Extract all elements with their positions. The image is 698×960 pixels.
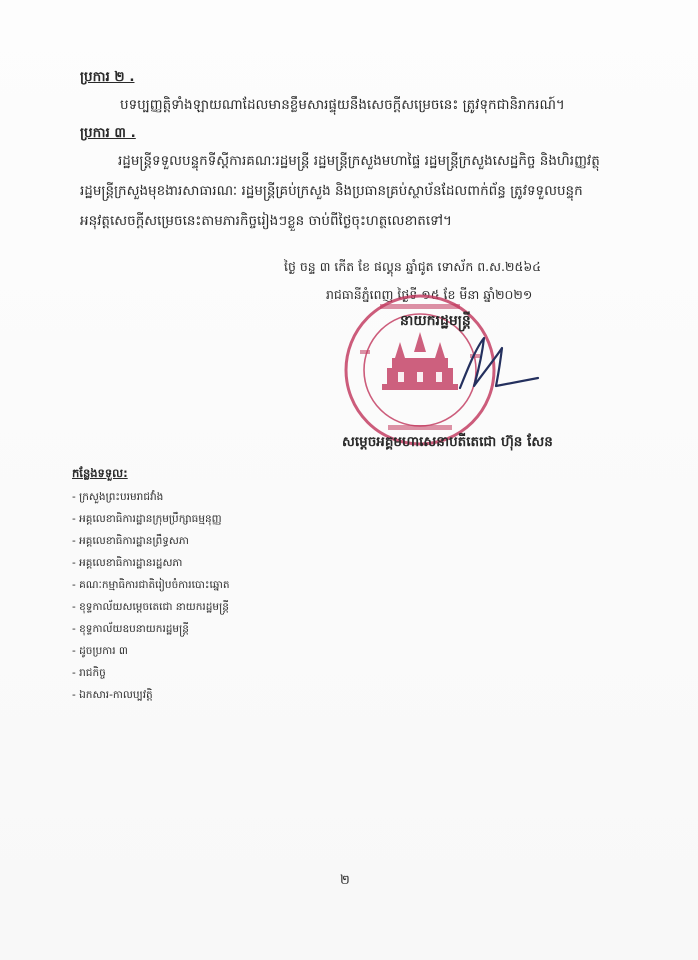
distribution-item: - ឯកសារ-កាលប្បវត្តិ bbox=[72, 689, 153, 701]
article-3-heading: ប្រការ ៣ . bbox=[80, 125, 136, 141]
distribution-item: - ខុទ្ទកាល័យសម្តេចតេជោ នាយករដ្ឋមន្ត្រី bbox=[72, 601, 229, 613]
signer-title: នាយករដ្ឋមន្ត្រី bbox=[400, 313, 471, 329]
distribution-item: - ខុទ្ទកាល័យឧបនាយករដ្ឋមន្ត្រី bbox=[72, 623, 189, 635]
date-lunar: ថ្ងៃ ចន្ទ ៣ កើត ខែ ផល្គុន ឆ្នាំជូត ទោស័ក ព.ស.២៥៦៤ bbox=[284, 259, 542, 274]
distribution-item: - អគ្គលេខាធិការដ្ឋានរដ្ឋសភា bbox=[72, 557, 183, 569]
date-solar: រាជធានីភ្នំពេញ ថ្ងៃទី ១៥ ខែ មីនា ឆ្នាំ២០២១ bbox=[326, 287, 533, 302]
article-2-body: បទប្បញ្ញត្តិទាំងឡាយណាដែលមានខ្លឹមសារផ្ទុយនឹងសេចក្តីសម្រេចនេះ ត្រូវទុកជានិរាករណ៍។ bbox=[120, 97, 565, 113]
distribution-item: - អគ្គលេខាធិការដ្ឋានក្រុមប្រឹក្សាធម្មនុញ្ញ bbox=[72, 513, 222, 525]
signer-name: សម្តេចអគ្គមហាសេនាបតីតេជោ ហ៊ុន សែន bbox=[342, 434, 553, 450]
page-number: ២ bbox=[340, 873, 350, 888]
distribution-item: - អគ្គលេខាធិការដ្ឋានព្រឹទ្ធសភា bbox=[72, 535, 189, 547]
article-3-line-1: រដ្ឋមន្ត្រីទទួលបន្ទុកទីស្តីការគណៈរដ្ឋមន្ត្រី រដ្ឋមន្ត្រីក្រសួងមហាផ្ទៃ រដ្ឋមន្ត្រីក្រសួងសេដ្ឋកិច្ច និងហិរញ្ញវត្ថុ bbox=[118, 153, 600, 169]
distribution-item: - ដូចប្រការ ៣ bbox=[72, 645, 128, 657]
distribution-list-title: កន្លែងទទួល: bbox=[72, 466, 128, 480]
handwritten-signature bbox=[440, 330, 540, 400]
distribution-item: - គណៈកម្មាធិការជាតិរៀបចំការបោះឆ្នោត bbox=[72, 579, 230, 591]
article-3-line-2: រដ្ឋមន្ត្រីក្រសួងមុខងារសាធារណៈ រដ្ឋមន្ត្រីគ្រប់ក្រសួង និងប្រធានគ្រប់ស្ថាប័នដែលពាក់ព័ន្ធ ត្រូវទទួលបន្ទុក bbox=[80, 183, 583, 199]
article-3-line-3: អនុវត្តសេចក្តីសម្រេចនេះតាមភារកិច្ចរៀងៗខ្លួន ចាប់ពីថ្ងៃចុះហត្ថលេខាតទៅ។ bbox=[80, 213, 452, 229]
distribution-item: - រាជកិច្ច bbox=[72, 667, 106, 679]
article-2-heading: ប្រការ ២ . bbox=[80, 69, 135, 85]
distribution-item: - ក្រសួងព្រះបរមរាជវាំង bbox=[72, 491, 164, 503]
